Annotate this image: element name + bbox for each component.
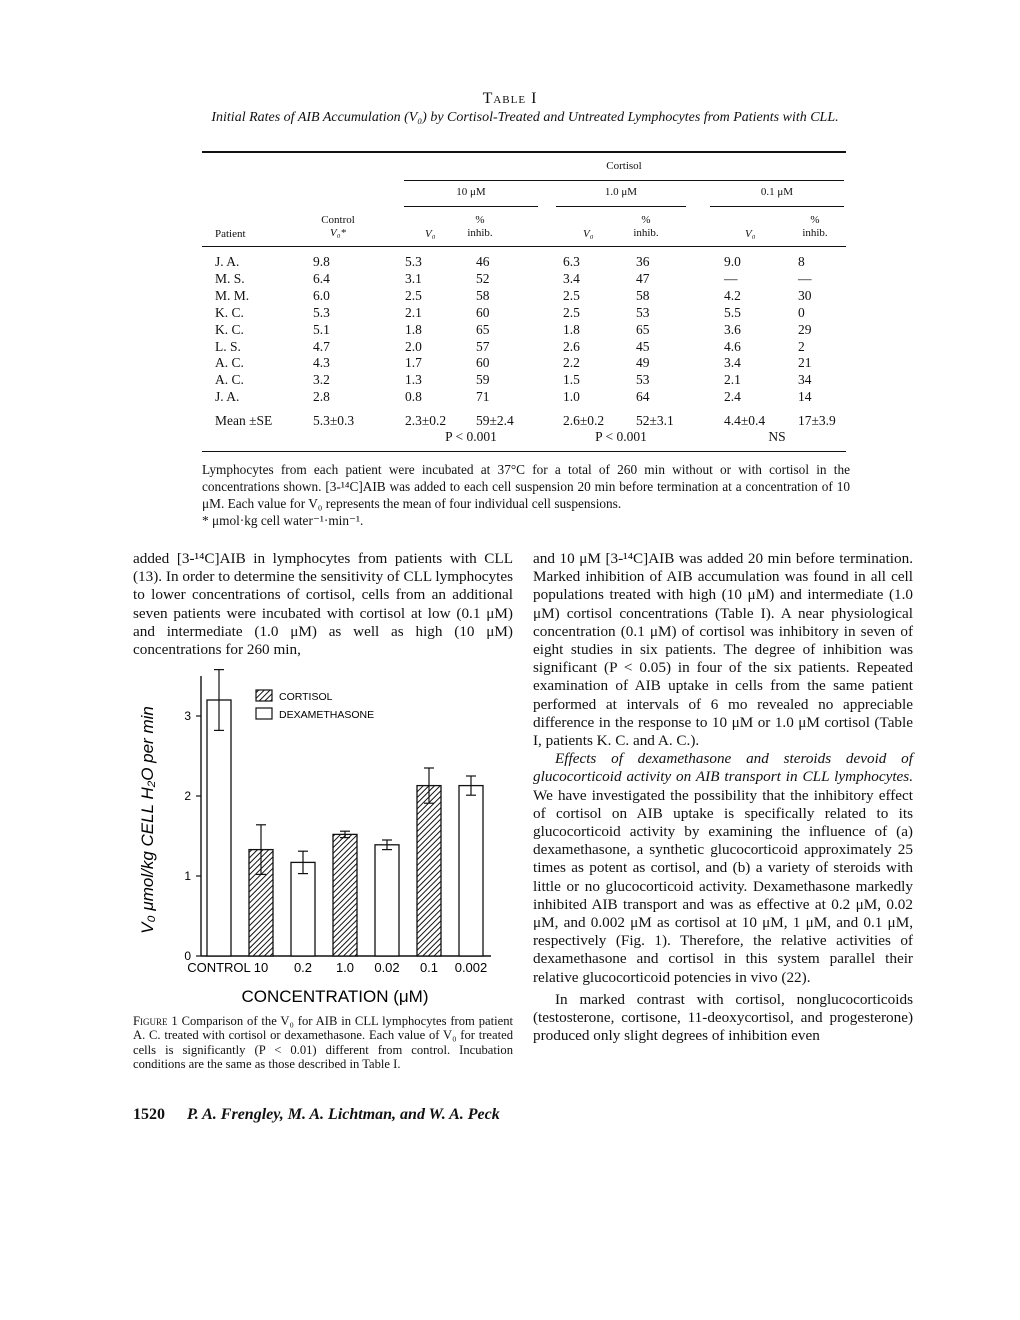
table-cell-v0-10: 2.5 [405, 287, 422, 303]
header-pct-01: % inhib. [802, 214, 828, 239]
table-cell-pct-10: 57 [476, 338, 490, 354]
bar-dexamethasone [291, 862, 315, 956]
table-cell-pct-1: 65 [636, 321, 650, 337]
table-cell-control: 4.3 [313, 355, 330, 371]
table-cell-v0-01: — [724, 270, 738, 286]
table-cell-control: 9.8 [313, 254, 330, 269]
right-paragraph-3: In marked contrast with cortisol, nonglucocorticoids (testosterone, cortisone, 11-deoxycortisol, and progesterone) produced only slight degrees of inhibition even [533, 990, 913, 1045]
page-number: 1520 [133, 1106, 165, 1123]
bar-dexamethasone [459, 786, 483, 956]
table-cell-pct-01: — [798, 270, 812, 286]
table-cell-patient: L. S. [215, 338, 241, 354]
table-cell-patient: J. A. [215, 389, 240, 405]
table-cell-pct-01: 34 [798, 372, 812, 388]
table-cell-v0-01: 3.4 [724, 355, 741, 371]
table-cell-pct-10: 65 [476, 321, 490, 337]
rule-10uM [404, 206, 538, 207]
table-cell-pct-10: 59 [476, 372, 490, 388]
p-value-01: NS [768, 429, 786, 444]
header-10uM: 10 μM [456, 186, 486, 198]
table-cell-control: 3.2 [313, 372, 330, 388]
table-cell-control: 4.7 [313, 338, 330, 354]
table-cell-patient: K. C. [215, 321, 244, 337]
legend-dexamethasone: DEXAMETHASONE [279, 709, 375, 721]
x-tick-label: 0.02 [374, 960, 400, 975]
bar-control [207, 700, 231, 956]
cortisol-rule [404, 180, 844, 181]
table-cell-patient: A. C. [215, 372, 244, 388]
table-label: Table I [482, 90, 538, 107]
table-cell-v0-10: 1.8 [405, 321, 422, 337]
table-cell-v0-1: 1.8 [563, 321, 580, 337]
page-footer [133, 1106, 500, 1124]
table-cell-pct-1: 53 [636, 304, 650, 320]
table-cell-pct-10: 52 [476, 270, 490, 286]
figure-1-chart [133, 668, 513, 1012]
bar-dexamethasone [375, 845, 399, 956]
table-cell-v0-10: 0.8 [405, 389, 422, 405]
x-tick-label: 0.2 [293, 960, 313, 975]
rule-01uM [710, 206, 844, 207]
y-tick-label: 0 [184, 949, 191, 963]
table-cell-pct-01: 0 [798, 304, 805, 320]
x-tick-label: 0.002 [454, 960, 488, 975]
y-axis-label: V₀ μmol/kg CELL H₂O per min [138, 706, 157, 934]
p-value-10: P < 0.001 [445, 429, 497, 444]
table-cell-v0-1: 6.3 [563, 254, 580, 269]
x-tick-label: CONTROL [187, 960, 251, 975]
table-cell-v0-10: 2.1 [405, 304, 422, 320]
figure-1-caption: Figure 1 Comparison of the V₀ for AIB in CLL lymphocytes from patient A. C. treated with cortisol or dexamethasone. Each value of V₀ for treated cells is significantly (P < 0.01) different from control. Incubation conditions are the same as those described in Table I. [133, 1014, 513, 1071]
mean-pct-01: 17±3.9 [798, 413, 836, 428]
legend-swatch-cortisol [256, 690, 272, 701]
right-paragraph-2: Effects of dexamethasone and steroids devoid of glucocorticoid activity on AIB transport in CLL lymphocytes. We have investigated the possibility that the inhibitory effect of cortisol on AIB uptake is specifically related to its glucocorticoid activity by examining the influence of (a) dexamethasone, a synthetic glucocorticoid approximately 25 times as potent as cortisol, and (b) a variety of steroids with little or no glucocorticoid activity. Dexamethasone markedly inhibited AIB transport and was as effective at 0.2 μM, 0.02 μM, and 0.002 μM as cortisol at 10 μM, 1 μM, and 0.1 μM, respectively (Fig. 1). Therefore, the relative activities of dexamethasone and cortisol in this system parallel their relative glucocorticoid potencies in vivo (22). [533, 750, 913, 986]
table-cell-v0-1: 2.5 [563, 287, 580, 303]
header-01uM: 0.1 μM [760, 186, 794, 198]
table-cell-v0-01: 9.0 [724, 254, 741, 269]
table-cell-pct-01: 14 [798, 389, 812, 405]
table-cell-pct-1: 49 [636, 355, 650, 371]
x-tick-label: 10 [253, 960, 269, 975]
mean-v0-01: 4.4±0.4 [724, 413, 766, 428]
table-cell-v0-1: 2.5 [563, 304, 580, 320]
table-cell-control: 6.0 [313, 287, 330, 303]
table-cell-pct-10: 58 [476, 287, 490, 303]
table-cell-v0-10: 1.3 [405, 372, 422, 388]
table-cell-pct-01: 29 [798, 321, 812, 337]
right-paragraph-1: and 10 μM [3-¹⁴C]AIB was added 20 min before termination. Marked inhibition of AIB accumulation was found in all cell populations treated with high (10 μM) and intermediate (1.0 μM) cortisol concentrations (Table I). A near physiological concentration (0.1 μM) of cortisol was inhibitory in seven of eight studies in six patients. The degree of inhibition was significant (P < 0.05) in four of the six patients. Repeated examination of AIB uptake in cells from the same patient performed at intervals of 6 mo revealed no appreciable difference in the response to 10 μM or 1.0 μM cortisol (Table I, patients K. C. and A. C.). [533, 550, 913, 750]
table-cell-v0-1: 1.5 [563, 372, 580, 388]
table-bottom-rule [202, 451, 846, 452]
table-cell-pct-10: 60 [476, 304, 490, 320]
y-tick-label: 2 [184, 789, 191, 803]
table-cell-pct-1: 64 [636, 389, 650, 405]
mean-pct-10: 59±2.4 [476, 413, 514, 428]
header-cortisol: Cortisol [606, 160, 642, 172]
table-cell-v0-01: 4.6 [724, 338, 741, 354]
x-tick-label: 0.1 [419, 960, 439, 975]
left-column-text: added [3-¹⁴C]AIB in lymphocytes from patients with CLL (13). In order to determine the sensitivity of CLL lymphocytes to lower concentrations of cortisol, cells from an additional seven patients were incubated with cortisol at low (0.1 μM) and intermediate (1.0 μM) as well as high (10 μM) concentrations for 260 min, [133, 550, 513, 659]
table-cell-pct-01: 2 [798, 338, 805, 354]
table-cell-patient: M. S. [215, 270, 245, 286]
header-pct-1: % inhib. [633, 214, 659, 239]
x-tick-label: 1.0 [335, 960, 355, 975]
p-value-1: P < 0.001 [595, 429, 647, 444]
table-cell-control: 2.8 [313, 389, 330, 405]
table-footnote: Lymphocytes from each patient were incubated at 37°C for a total of 260 min without or with cortisol in the concentrations shown. [3-¹⁴C]AIB was added to each cell suspension 20 min before termination at a concentration of 10 μM. Each value for V₀ represents the mean of four individual cell suspensions. * μmol·kg cell water⁻¹·min⁻¹. [202, 462, 850, 528]
bar-cortisol [333, 834, 357, 956]
x-axis-label: CONCENTRATION (μM) [241, 987, 429, 1006]
table-cell-control: 6.4 [313, 270, 330, 286]
mean-label: Mean ±SE [215, 413, 273, 428]
table-cell-v0-01: 5.5 [724, 304, 741, 320]
table-cell-patient: A. C. [215, 355, 244, 371]
header-v0-1: V₀ [583, 228, 594, 240]
table-cell-pct-1: 53 [636, 372, 650, 388]
table-cell-v0-01: 2.1 [724, 372, 741, 388]
table-cell-pct-10: 71 [476, 389, 490, 405]
rule-1uM [556, 206, 686, 207]
table-footnote-star: * μmol·kg cell water⁻¹·min⁻¹. [202, 513, 364, 528]
table-cell-pct-1: 47 [636, 270, 650, 286]
y-tick-label: 1 [184, 869, 191, 883]
table-cell-control: 5.3 [313, 304, 330, 320]
mean-v0-1: 2.6±0.2 [563, 413, 605, 428]
header-v0-01: V₀ [745, 228, 756, 240]
table-cell-v0-10: 2.0 [405, 338, 422, 354]
table-cell-v0-01: 2.4 [724, 389, 741, 405]
header-control: Control V₀* [321, 214, 355, 239]
table-cell-patient: M. M. [215, 287, 250, 303]
table-cell-pct-10: 60 [476, 355, 490, 371]
table-cell-patient: J. A. [215, 254, 240, 269]
table-cell-v0-1: 3.4 [563, 270, 580, 286]
authors: P. A. Frengley, M. A. Lichtman, and W. A. Peck [187, 1106, 500, 1123]
table-cell-v0-1: 2.6 [563, 338, 580, 354]
table-cell-pct-1: 58 [636, 287, 650, 303]
mean-control: 5.3±0.3 [313, 413, 355, 428]
table-top-rule [202, 151, 846, 153]
table-cell-v0-01: 3.6 [724, 321, 741, 337]
legend-swatch-dexamethasone [256, 708, 272, 719]
legend-cortisol: CORTISOL [279, 691, 333, 703]
table-cell-v0-10: 1.7 [405, 355, 422, 371]
table-cell-v0-10: 3.1 [405, 270, 422, 286]
table-cell-control: 5.1 [313, 321, 330, 337]
header-pct-10: % inhib. [467, 214, 493, 239]
header-patient: Patient [215, 228, 246, 240]
table-cell-pct-01: 21 [798, 355, 812, 371]
y-tick-label: 3 [184, 709, 191, 723]
table-cell-pct-01: 30 [798, 287, 812, 303]
header-bottom-rule [202, 246, 846, 247]
table-cell-patient: K. C. [215, 304, 244, 320]
table-cell-v0-10: 5.3 [405, 254, 422, 269]
table-cell-v0-1: 1.0 [563, 389, 580, 405]
table-cell-pct-1: 45 [636, 338, 650, 354]
right-column-text [533, 550, 913, 1045]
table-caption: Initial Rates of AIB Accumulation (V₀) by Cortisol-Treated and Untreated Lymphocytes from Patients with CLL. [211, 110, 839, 125]
table-cell-v0-01: 4.2 [724, 287, 741, 303]
table-cell-pct-01: 8 [798, 254, 805, 269]
table-cell-pct-1: 36 [636, 254, 650, 269]
mean-pct-1: 52±3.1 [636, 413, 674, 428]
table-cell-pct-10: 46 [476, 254, 490, 269]
mean-v0-10: 2.3±0.2 [405, 413, 447, 428]
table-cell-v0-1: 2.2 [563, 355, 580, 371]
bar-cortisol [417, 786, 441, 956]
header-v0-10: V₀ [425, 228, 436, 240]
header-1uM: 1.0 μM [604, 186, 638, 198]
